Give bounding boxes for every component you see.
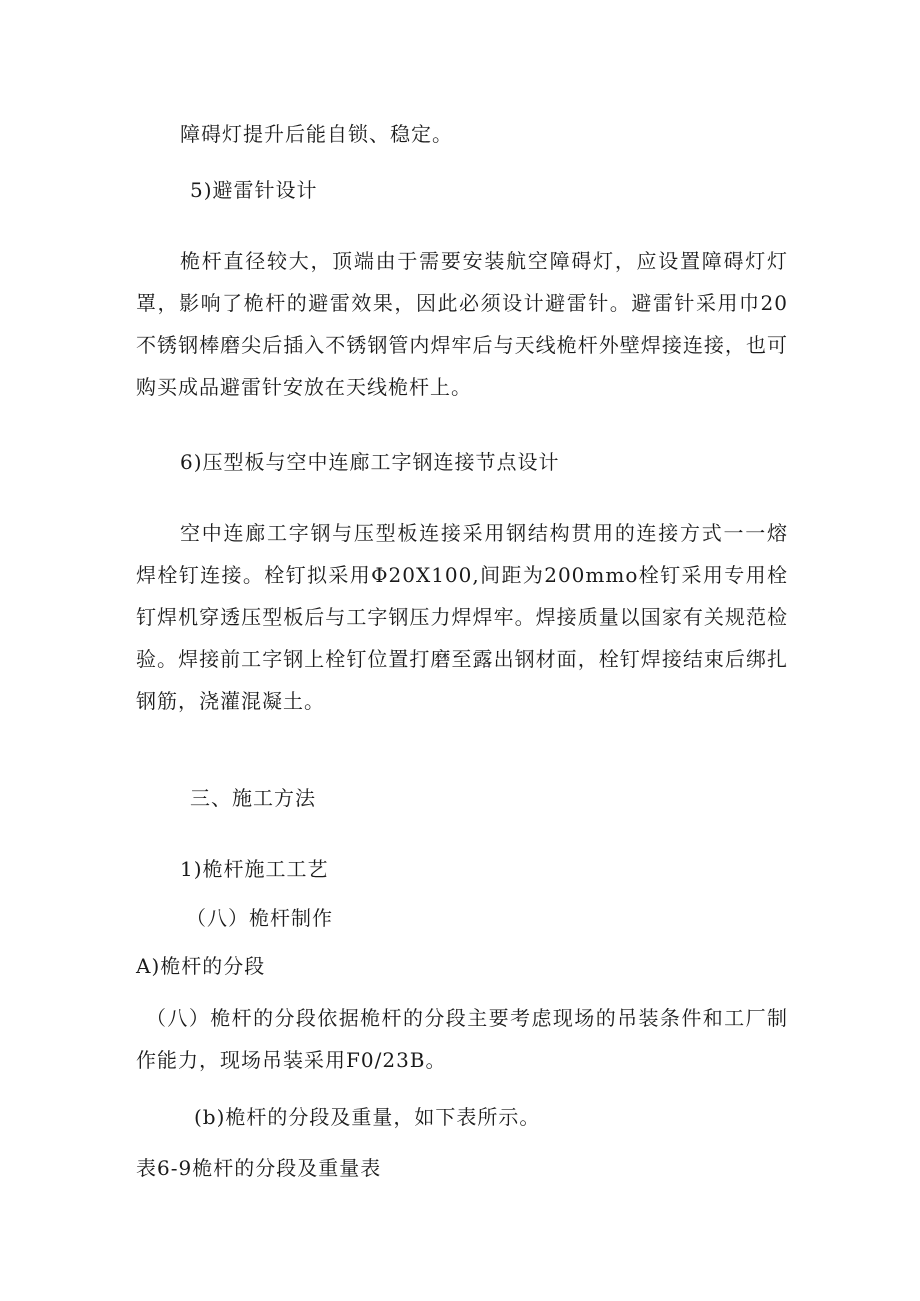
section-heading-construction-method: 三、施工方法: [190, 786, 316, 810]
paragraph-segmentation-basis: （八）桅杆的分段依据桅杆的分段主要考虑现场的吊装条件和工厂制作能力，现场吊装采用F0/23B。: [136, 1006, 788, 1072]
subheading-mast-segmentation: A)桅杆的分段: [136, 954, 266, 978]
paragraph-lightning-rod: 桅杆直径较大，顶端由于需要安装航空障碍灯，应设置障碍灯灯罩，影响了桅杆的避雷效果，因此必须设计避雷针。避雷针采用巾20不锈钢棒磨尖后插入不锈钢管内焊牢后与天线桅杆外壁焊接连接，也可购买成品避雷针安放在天线桅杆上。: [136, 249, 788, 399]
table-caption: 表6-9桅杆的分段及重量表: [136, 1156, 382, 1180]
subheading-mast-construction-process: 1)桅杆施工工艺: [180, 857, 329, 881]
heading-stud-connection-design: 6)压型板与空中连廊工字钢连接节点设计: [180, 450, 560, 474]
heading-lightning-rod-design: 5)避雷针设计: [190, 178, 318, 202]
subheading-mast-fabrication: （八）桅杆制作: [186, 906, 333, 930]
text-line-segment-weight: (b)桅杆的分段及重量，如下表所示。: [194, 1105, 541, 1129]
text-line-obstacle-light: 障碍灯提升后能自锁、稳定。: [180, 122, 453, 146]
paragraph-stud-welding: 空中连廊工字钢与压型板连接采用钢结构贯用的连接方式一一熔焊栓钉连接。栓钉拟采用Φ20X100,间距为200mmo栓钉采用专用栓钉焊机穿透压型板后与工字钢压力焊焊牢。焊接质量以国家有关规范检验。焊接前工字钢上栓钉位置打磨至露出钢材面，栓钉焊接结束后绑扎钢筋，浇灌混凝土。: [136, 521, 788, 713]
